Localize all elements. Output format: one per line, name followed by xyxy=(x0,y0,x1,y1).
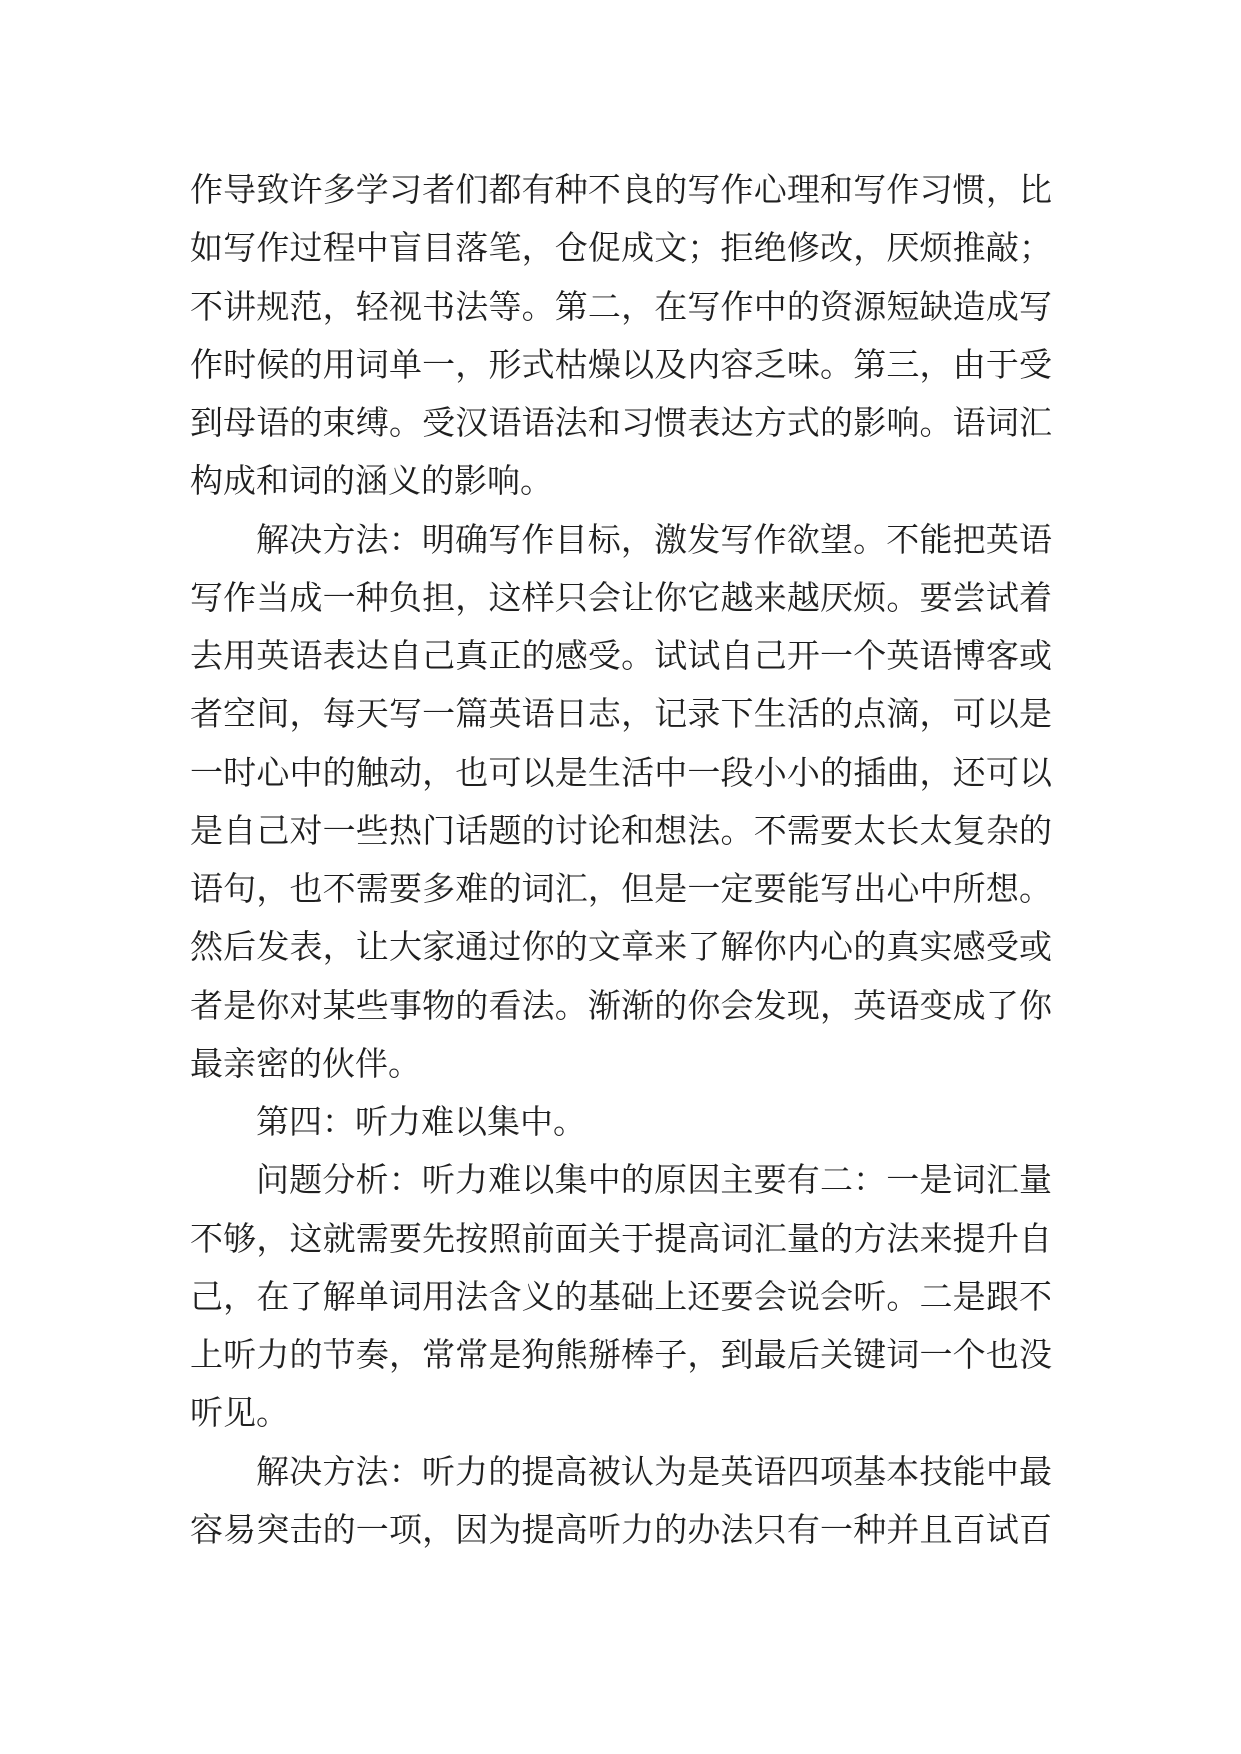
text-line: 是自己对一些热门话题的讨论和想法。不需要太长太复杂的 xyxy=(190,810,1052,850)
text-line: 问题分析：听力难以集中的原因主要有二：一是词汇量 xyxy=(256,1160,1052,1200)
text-line: 者是你对某些事物的看法。渐渐的你会发现，英语变成了你 xyxy=(190,985,1052,1025)
section-heading: 第四：听力难以集中。 xyxy=(256,1102,586,1141)
text-line: 作导致许多学习者们都有种不良的写作心理和写作习惯，比 xyxy=(190,170,1052,209)
text-line: 一时心中的触动，也可以是生活中一段小小的插曲，还可以 xyxy=(190,752,1052,792)
text-line: 上听力的节奏，常常是狗熊掰棒子，到最后关键词一个也没 xyxy=(190,1335,1052,1374)
text-line: 听见。 xyxy=(190,1393,289,1433)
text-line: 者空间，每天写一篇英语日志，记录下生活的点滴，可以是 xyxy=(190,694,1052,734)
text-line: 不够，这就需要先按照前面关于提高词汇量的方法来提升自 xyxy=(190,1218,1052,1258)
text-line: 最亲密的伙伴。 xyxy=(190,1043,421,1083)
text-line: 己，在了解单词用法含义的基础上还要会说会听。二是跟不 xyxy=(190,1276,1052,1316)
text-line: 去用英语表达自己真正的感受。试试自己开一个英语博客或 xyxy=(190,636,1052,675)
text-line: 如写作过程中盲目落笔，仓促成文；拒绝修改，厌烦推敲； xyxy=(190,228,1052,268)
text-line: 不讲规范，轻视书法等。第二，在写作中的资源短缺造成写 xyxy=(190,286,1052,326)
text-line: 写作当成一种负担，这样只会让你它越来越厌烦。要尝试着 xyxy=(190,577,1052,617)
text-line: 到母语的束缚。受汉语语法和习惯表达方式的影响。语词汇 xyxy=(190,403,1052,442)
text-line: 语句，也不需要多难的词汇，但是一定要能写出心中所想。 xyxy=(190,869,1052,908)
text-line: 解决方法：听力的提高被认为是英语四项基本技能中最 xyxy=(256,1451,1052,1491)
text-line: 解决方法：明确写作目标，激发写作欲望。不能把英语 xyxy=(256,519,1052,559)
body-text xyxy=(190,161,1052,1559)
text-line: 作时候的用词单一，形式枯燥以及内容乏味。第三，由于受 xyxy=(190,344,1052,384)
text-line: 构成和词的涵义的影响。 xyxy=(190,461,553,501)
text-line: 然后发表，让大家通过你的文章来了解你内心的真实感受或 xyxy=(190,927,1052,967)
text-line: 容易突击的一项，因为提高听力的办法只有一种并且百试百 xyxy=(190,1509,1052,1549)
